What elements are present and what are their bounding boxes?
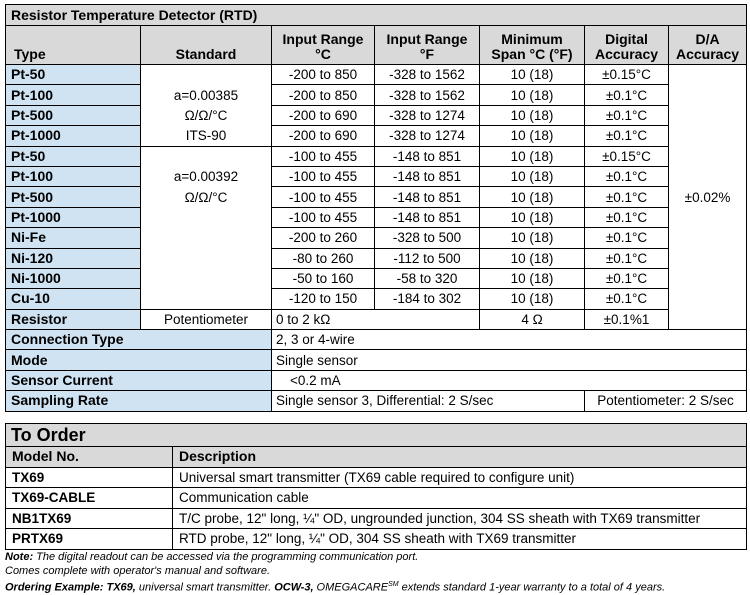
order-description: Communication cable [173, 488, 747, 509]
rtd-span: 10 (18) [480, 268, 585, 288]
rtd-digital: ±0.1°C [585, 85, 669, 105]
rtd-range-f: -328 to 1562 [375, 65, 480, 85]
order-description: Universal smart transmitter (TX69 cable required to configure unit) [173, 467, 747, 488]
rtd-type: Pt-1000 [6, 126, 141, 146]
rtd-type: Ni-Fe [6, 228, 141, 248]
rtd-range-f: -184 to 302 [375, 289, 480, 309]
rtd-type: Pt-1000 [6, 207, 141, 227]
connection-type-value: 2, 3 or 4-wire [272, 330, 747, 350]
rtd-span: 10 (18) [480, 228, 585, 248]
table-row [6, 166, 747, 186]
rtd-range-c: -200 to 260 [272, 228, 375, 248]
header-model-no: Model No. [6, 447, 173, 468]
order-model: TX69-CABLE [6, 488, 173, 509]
rtd-type: Cu-10 [6, 289, 141, 309]
rtd-spec-table [5, 4, 747, 412]
header-digital-accuracy: Digital Accuracy [585, 26, 669, 65]
table-row [6, 146, 747, 166]
order-table [5, 423, 747, 550]
rtd-standard: ITS-90 [141, 126, 272, 146]
rtd-span: 10 (18) [480, 166, 585, 186]
rtd-standard: Potentiometer [141, 309, 272, 329]
rtd-standard [141, 228, 272, 248]
rtd-digital: ±0.1°C [585, 228, 669, 248]
order-description: T/C probe, 12" long, ¼" OD, ungrounded junction, 304 SS sheath with TX69 transmitter [173, 508, 747, 529]
rtd-da-accuracy: ±0.02% [669, 65, 747, 330]
header-type: Type [6, 26, 141, 65]
rtd-range-c: -100 to 455 [272, 187, 375, 207]
rtd-standard: Ω/Ω/°C [141, 105, 272, 125]
rtd-range-f: -148 to 851 [375, 187, 480, 207]
rtd-range-f: -328 to 1274 [375, 126, 480, 146]
rtd-range-c: -200 to 690 [272, 105, 375, 125]
rtd-span: 10 (18) [480, 187, 585, 207]
rtd-range-f: -148 to 851 [375, 166, 480, 186]
rtd-standard [141, 65, 272, 85]
header-description: Description [173, 447, 747, 468]
order-model: PRTX69 [6, 529, 173, 550]
order-title: To Order [6, 424, 747, 447]
rtd-table-title: Resistor Temperature Detector (RTD) [6, 5, 747, 26]
header-min-span: Minimum Span °C (°F) [480, 26, 585, 65]
rtd-type: Ni-1000 [6, 268, 141, 288]
note-line: Note: The digital readout can be accessed via the programming communication port. [5, 551, 419, 563]
rtd-digital: ±0.1°C [585, 248, 669, 268]
table-row [6, 105, 747, 125]
rtd-range: 0 to 2 kΩ [272, 309, 480, 329]
table-row [6, 248, 747, 268]
rtd-standard: a=0.00385 [141, 85, 272, 105]
table-row [6, 228, 747, 248]
ordering-example-line: Ordering Example: TX69, universal smart transmitter. OCW-3, OMEGACARE℠ extends standard 1-year warranty to a total of 4 years. [5, 581, 666, 594]
rtd-standard [141, 268, 272, 288]
rtd-span: 10 (18) [480, 207, 585, 227]
rtd-range-f: -148 to 851 [375, 207, 480, 227]
footnotes [5, 551, 747, 595]
rtd-range-c: -120 to 150 [272, 289, 375, 309]
rtd-type: Pt-50 [6, 65, 141, 85]
connection-type-label: Connection Type [6, 330, 272, 350]
rtd-type: Pt-100 [6, 166, 141, 186]
rtd-range-c: -200 to 850 [272, 85, 375, 105]
rtd-span: 10 (18) [480, 126, 585, 146]
rtd-span: 10 (18) [480, 289, 585, 309]
table-row [6, 330, 747, 350]
rtd-range-c: -100 to 455 [272, 146, 375, 166]
rtd-range-c: -100 to 455 [272, 207, 375, 227]
order-model: TX69 [6, 467, 173, 488]
header-standard: Standard [141, 26, 272, 65]
table-row [6, 350, 747, 370]
rtd-digital: ±0.1°C [585, 268, 669, 288]
rtd-range-f: -112 to 500 [375, 248, 480, 268]
sensor-current-label: Sensor Current [6, 370, 272, 390]
table-row [6, 289, 747, 309]
rtd-type: Resistor [6, 309, 141, 329]
table-row [6, 126, 747, 146]
table-row [6, 467, 747, 488]
header-range-c: Input Range °C [272, 26, 375, 65]
note-label: Note: [5, 551, 34, 563]
table-row [6, 187, 747, 207]
table-row [6, 508, 747, 529]
rtd-type: Pt-100 [6, 85, 141, 105]
rtd-type: Pt-50 [6, 146, 141, 166]
rtd-standard [141, 207, 272, 227]
rtd-span: 10 (18) [480, 65, 585, 85]
rtd-digital: ±0.1°C [585, 207, 669, 227]
sampling-rate-label: Sampling Rate [6, 391, 272, 411]
mode-label: Mode [6, 350, 272, 370]
rtd-range-c: -80 to 260 [272, 248, 375, 268]
order-header-row [6, 447, 747, 468]
rtd-range-c: -200 to 690 [272, 126, 375, 146]
rtd-digital: ±0.15°C [585, 65, 669, 85]
rtd-type: Pt-500 [6, 105, 141, 125]
table-row [6, 268, 747, 288]
rtd-span: 10 (18) [480, 248, 585, 268]
rtd-span: 10 (18) [480, 85, 585, 105]
sampling-rate-value: Single sensor 3, Differential: 2 S/sec [272, 391, 585, 411]
rtd-standard [141, 146, 272, 166]
rtd-type: Ni-120 [6, 248, 141, 268]
table-row [6, 529, 747, 550]
header-range-f: Input Range °F [375, 26, 480, 65]
table-row [6, 85, 747, 105]
table-row [6, 370, 747, 390]
rtd-range-c: -200 to 850 [272, 65, 375, 85]
order-description: RTD probe, 12" long, ¼" OD, 304 SS sheath with TX69 transmitter [173, 529, 747, 550]
rtd-type: Pt-500 [6, 187, 141, 207]
table-row [6, 309, 747, 329]
rtd-digital: ±0.15°C [585, 146, 669, 166]
order-model: NB1TX69 [6, 508, 173, 529]
rtd-span: 4 Ω [480, 309, 585, 329]
rtd-header-row [6, 26, 747, 65]
mode-value: Single sensor [272, 350, 747, 370]
rtd-span: 10 (18) [480, 146, 585, 166]
rtd-digital: ±0.1°C [585, 166, 669, 186]
rtd-range-f: -148 to 851 [375, 146, 480, 166]
rtd-standard: a=0.00392 [141, 166, 272, 186]
rtd-range-f: -328 to 500 [375, 228, 480, 248]
sensor-current-value: <0.2 mA [272, 370, 747, 390]
rtd-digital: ±0.1%1 [585, 309, 669, 329]
table-row [6, 391, 747, 411]
included-items-line: Comes complete with operator's manual and software. [5, 564, 271, 577]
rtd-range-c: -50 to 160 [272, 268, 375, 288]
sampling-rate-potentiometer: Potentiometer: 2 S/sec [585, 391, 747, 411]
table-row [6, 488, 747, 509]
table-row [6, 207, 747, 227]
rtd-range-f: -328 to 1562 [375, 85, 480, 105]
rtd-standard [141, 248, 272, 268]
rtd-standard: Ω/Ω/°C [141, 187, 272, 207]
rtd-range-c: -100 to 455 [272, 166, 375, 186]
rtd-range-f: -328 to 1274 [375, 105, 480, 125]
rtd-span: 10 (18) [480, 105, 585, 125]
rtd-range-f: -58 to 320 [375, 268, 480, 288]
rtd-digital: ±0.1°C [585, 126, 669, 146]
rtd-digital: ±0.1°C [585, 289, 669, 309]
rtd-digital: ±0.1°C [585, 105, 669, 125]
rtd-digital: ±0.1°C [585, 187, 669, 207]
table-row [6, 65, 747, 85]
header-da-accuracy: D/A Accuracy [669, 26, 747, 65]
rtd-standard [141, 289, 272, 309]
